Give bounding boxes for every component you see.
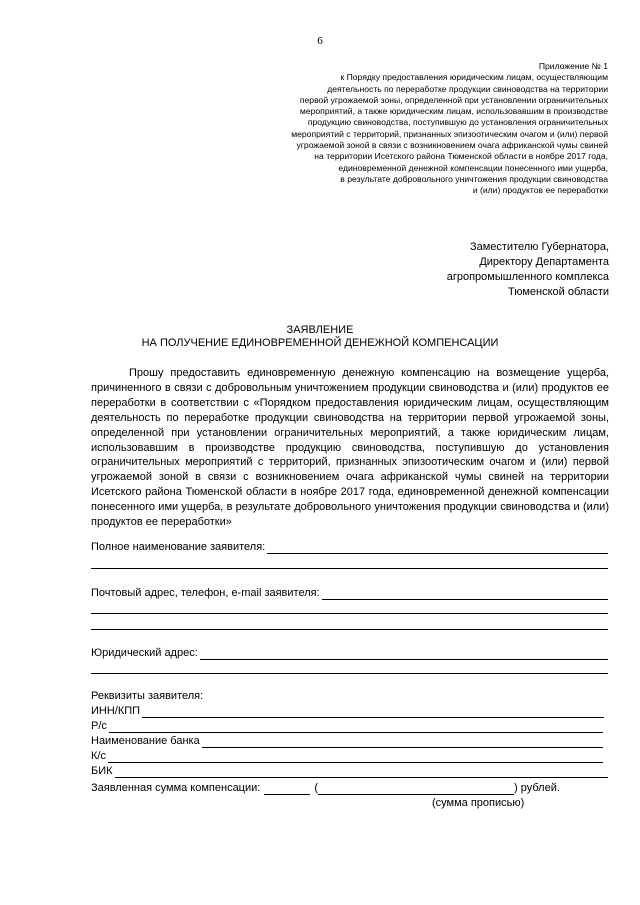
sum-row bbox=[91, 782, 606, 795]
addressee-line: Заместителю Губернатора, bbox=[469, 241, 609, 253]
bik-row bbox=[91, 765, 608, 778]
inn-label: ИНН/КПП bbox=[91, 705, 141, 717]
document-title bbox=[0, 324, 640, 350]
bank-row bbox=[91, 735, 603, 748]
bank-label: Наименование банка bbox=[91, 735, 200, 747]
corr-account-label: К/с bbox=[91, 750, 106, 762]
sum-caption: (сумма прописью) bbox=[432, 797, 525, 809]
addressee-block bbox=[309, 240, 609, 300]
legal-address-extra-line[interactable] bbox=[91, 673, 608, 674]
bank-input-line[interactable] bbox=[202, 736, 603, 748]
requisites-heading-row bbox=[91, 690, 608, 703]
annex-line: в результате добровольного уничтожения продукции свиноводства bbox=[340, 173, 608, 184]
sum-label: Заявленная сумма компенсации: bbox=[91, 782, 261, 794]
legal-address-label: Юридический адрес: bbox=[91, 647, 198, 659]
account-label: Р/с bbox=[91, 720, 107, 732]
sum-open-paren: ( bbox=[314, 782, 319, 794]
requisites-heading: Реквизиты заявителя: bbox=[91, 690, 204, 702]
full-name-input-line[interactable] bbox=[267, 542, 608, 554]
body-text: Прошу предоставить единовременную денежную компенсацию на возмещение ущерба, причиненного в связи с добровольным уничтожением продукции свиноводства и (или) продуктов ее переработки в соответствии с «Порядком предоставления юридическим лицам, осуществляющим деятельность по переработке продукции свиноводства на территории первой угрожаемой зоны, определенной при установлении ограничительных мероприятий, а также юридическим лицам, использовавшим в производстве продукцию свиноводства, поступившую до установления ограничительных мероприятий с территорий, признанных эпизоотическим очагом и (или) первой угрожаемой зоной в связи с возникновением очага африканской чумы свиней на территории Исетского района Тюменской области в ноябре 2017 года, единовременной денежной компенсации понесенного ими ущерба, в результате добровольного уничтожения продукции свиноводства и (или) продуктов ее переработки» bbox=[91, 367, 609, 529]
legal-address-row bbox=[91, 647, 608, 660]
postal-row bbox=[91, 587, 608, 600]
sum-digits-line[interactable] bbox=[264, 783, 310, 795]
annex-line: и (или) продуктов ее переработки bbox=[472, 185, 608, 196]
legal-address-input-line[interactable] bbox=[200, 648, 608, 660]
annex-line: единовременной денежной компенсации понесенного ими ущерба, bbox=[338, 162, 608, 173]
annex-line: продукцию свиноводства, поступившую до установления ограничительных bbox=[307, 117, 608, 128]
inn-row bbox=[91, 705, 604, 718]
postal-label: Почтовый адрес, телефон, e-mail заявителя: bbox=[91, 587, 320, 599]
page-number: 6 bbox=[317, 35, 323, 47]
inn-input-line[interactable] bbox=[142, 706, 604, 718]
annex-line: угрожаемой зоной в связи с возникновением очага африканской чумы свиней bbox=[296, 140, 608, 151]
addressee-line: Директору Департамента bbox=[479, 256, 609, 268]
account-row bbox=[91, 720, 603, 733]
annex-line: деятельность по переработке продукции свиноводства на территории bbox=[327, 83, 608, 94]
annex-line: мероприятий с территорий, признанных эпизоотическим очагом и (или) первой bbox=[291, 128, 608, 139]
sum-close-text: ) рублей. bbox=[514, 782, 560, 794]
bik-input-line[interactable] bbox=[115, 766, 608, 778]
postal-extra-line-1[interactable] bbox=[91, 613, 608, 614]
annex-line: Приложение № 1 bbox=[538, 61, 608, 71]
addressee-line: Тюменской области bbox=[507, 286, 609, 298]
title-line-2: НА ПОЛУЧЕНИЕ ЕДИНОВРЕМЕННОЙ ДЕНЕЖНОЙ КОМПЕНСАЦИИ bbox=[141, 337, 499, 349]
application-body bbox=[91, 366, 609, 530]
sum-words-line[interactable] bbox=[318, 783, 514, 795]
postal-extra-line-2[interactable] bbox=[91, 629, 608, 630]
addressee-line: агропромышленного комплекса bbox=[446, 271, 609, 283]
full-name-extra-line[interactable] bbox=[91, 568, 608, 569]
bik-label: БИК bbox=[91, 765, 113, 777]
full-name-label: Полное наименование заявителя: bbox=[91, 541, 266, 553]
corr-account-row bbox=[91, 750, 603, 763]
annex-line: мероприятий, а также юридическим лицам, использовавшим в производстве bbox=[299, 106, 608, 117]
annex-block bbox=[188, 61, 608, 197]
annex-line: на территории Исетского района Тюменской области в ноябре 2017 года, bbox=[314, 151, 608, 162]
postal-input-line[interactable] bbox=[322, 588, 608, 600]
full-name-row bbox=[91, 541, 608, 554]
corr-account-input-line[interactable] bbox=[108, 751, 603, 763]
title-line-1: ЗАЯВЛЕНИЕ bbox=[286, 324, 354, 336]
annex-line: первой угрожаемой зоны, определенной при установлении ограничительных bbox=[299, 94, 608, 105]
annex-line: к Порядку предоставления юридическим лицам, осуществляющим bbox=[340, 72, 608, 83]
account-input-line[interactable] bbox=[109, 721, 603, 733]
